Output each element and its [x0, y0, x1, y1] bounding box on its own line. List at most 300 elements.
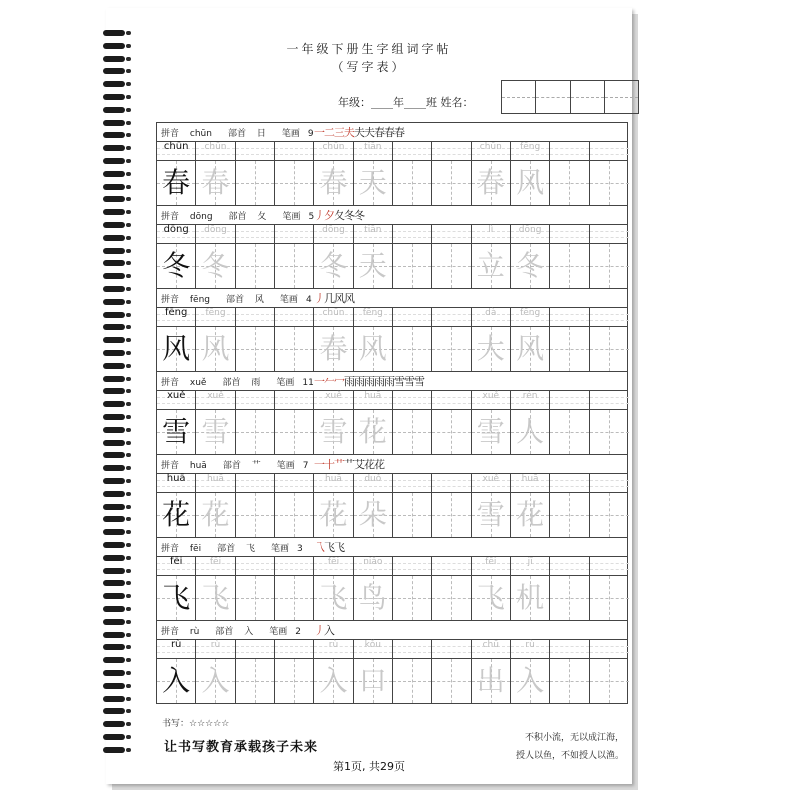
pinyin-cell	[157, 225, 196, 243]
model-character-cell	[157, 576, 196, 620]
coil-ring	[103, 324, 125, 330]
character-glyph: 雪	[319, 415, 348, 448]
pinyin-cell	[196, 557, 235, 575]
character-glyph: 入	[319, 664, 348, 697]
stroke-step: 夫	[344, 126, 354, 139]
trace-character-cell	[314, 161, 353, 205]
coil-hole	[126, 389, 131, 393]
stroke-step: 飞	[324, 541, 334, 554]
trace-character-cell	[472, 327, 511, 371]
spiral-coil	[103, 145, 133, 152]
spiral-coil	[103, 337, 133, 344]
character-glyph: 花	[319, 498, 348, 531]
trace-character-cell	[236, 410, 275, 454]
coil-ring	[103, 644, 125, 650]
pinyin-cell	[393, 142, 432, 160]
coil-hole	[126, 722, 131, 726]
stroke-step: 一	[314, 126, 324, 139]
pinyin-cell	[354, 308, 393, 326]
coil-hole	[126, 684, 131, 688]
trace-character-cell	[393, 327, 432, 371]
coil-hole	[126, 185, 131, 189]
pinyin-cell	[157, 142, 196, 160]
spiral-coil	[103, 440, 133, 447]
pinyin-cell	[236, 391, 275, 409]
trace-character-cell	[590, 576, 629, 620]
trace-character-cell	[354, 161, 393, 205]
pinyin-meta: 拼音 chūn	[161, 129, 212, 139]
stroke-step: 雨	[384, 375, 394, 388]
name-boxes	[501, 80, 639, 114]
spiral-coil	[103, 414, 133, 421]
pinyin-cell	[393, 391, 432, 409]
radical-meta: 部首 入	[215, 627, 254, 637]
stroke-step: 几	[324, 292, 334, 305]
spiral-coil	[103, 363, 133, 370]
grade-blank: ____年____班	[371, 96, 437, 109]
name-box-cell	[536, 81, 570, 113]
coil-hole	[126, 543, 131, 547]
pinyin-text: dōng	[322, 225, 345, 235]
pinyin-cell	[590, 557, 629, 575]
trace-character-cell	[432, 327, 471, 371]
spiral-coil	[103, 568, 133, 575]
trace-character-cell	[472, 576, 511, 620]
spiral-coil	[103, 516, 133, 523]
coil-ring	[103, 491, 125, 497]
writing-rating: 书写：☆☆☆☆☆	[162, 719, 230, 729]
stroke-step: 春	[374, 126, 384, 139]
coil-ring	[103, 580, 125, 586]
pinyin-cell	[432, 474, 471, 492]
trace-character-cell	[354, 327, 393, 371]
practice-grid	[156, 122, 628, 704]
pinyin-cell	[314, 474, 353, 492]
stroke-step: 一	[314, 458, 324, 471]
trace-character-cell	[550, 659, 589, 703]
pinyin-cell	[550, 225, 589, 243]
pinyin-cell	[393, 640, 432, 658]
stroke-step: 雪	[404, 375, 414, 388]
coil-hole	[126, 172, 131, 176]
page-number: 第1页, 共29页	[333, 760, 405, 773]
trace-character-cell	[432, 659, 471, 703]
coil-hole	[126, 658, 131, 662]
pinyin-text: xuě	[325, 391, 342, 401]
coil-ring	[103, 222, 125, 228]
trace-character-cell	[236, 576, 275, 620]
coil-ring	[103, 107, 125, 113]
coil-ring	[103, 440, 125, 446]
spiral-coil	[103, 670, 133, 677]
spiral-coil	[103, 529, 133, 536]
trace-character-cell	[511, 410, 550, 454]
spiral-coil	[103, 657, 133, 664]
character-row	[156, 326, 628, 371]
coil-ring	[103, 388, 125, 394]
trace-character-cell	[511, 576, 550, 620]
stroke-meta: 笔画 3	[271, 544, 303, 554]
coil-hole	[126, 121, 131, 125]
trace-character-cell	[472, 244, 511, 288]
trace-character-cell	[550, 244, 589, 288]
coil-hole	[126, 517, 131, 521]
trace-character-cell	[354, 410, 393, 454]
coil-hole	[126, 415, 131, 419]
pinyin-meta: 拼音 fēi	[161, 544, 202, 554]
coil-hole	[126, 159, 131, 163]
stroke-step: 花	[364, 458, 374, 471]
character-glyph: 花	[201, 498, 230, 531]
stroke-step: 十	[324, 458, 334, 471]
coil-hole	[126, 556, 131, 560]
trace-character-cell	[236, 244, 275, 288]
pinyin-cell	[275, 474, 314, 492]
entry-header	[156, 371, 628, 390]
character-glyph: 春	[162, 166, 191, 199]
pinyin-cell	[354, 142, 393, 160]
spiral-coil	[103, 452, 133, 459]
coil-ring	[103, 171, 125, 177]
pinyin-cell	[236, 225, 275, 243]
spiral-coil	[103, 465, 133, 472]
pinyin-meta: 拼音 fēng	[161, 295, 211, 305]
coil-ring	[103, 260, 125, 266]
coil-ring	[103, 478, 125, 484]
trace-character-cell	[275, 410, 314, 454]
pinyin-cell	[590, 225, 629, 243]
pinyin-text: huā	[325, 474, 342, 484]
trace-character-cell	[590, 327, 629, 371]
spiral-coil	[103, 209, 133, 216]
trace-character-cell	[432, 493, 471, 537]
coil-hole	[126, 709, 131, 713]
pinyin-cell	[432, 225, 471, 243]
pinyin-cell	[354, 225, 393, 243]
entry-meta	[161, 624, 317, 637]
coil-hole	[126, 748, 131, 752]
coil-hole	[126, 31, 131, 35]
spiral-coil	[103, 68, 133, 75]
coil-ring	[103, 363, 125, 369]
trace-character-cell	[393, 244, 432, 288]
pinyin-cell	[275, 308, 314, 326]
pinyin-text: jī	[527, 557, 533, 567]
spiral-coil	[103, 683, 133, 690]
stroke-step: 春	[394, 126, 404, 139]
coil-ring	[103, 248, 125, 254]
trace-character-cell	[314, 576, 353, 620]
coil-ring	[103, 68, 125, 74]
coil-hole	[126, 453, 131, 457]
coil-ring	[103, 312, 125, 318]
stroke-step: 夫	[364, 126, 374, 139]
character-glyph: 入	[162, 664, 191, 697]
spiral-coil	[103, 708, 133, 715]
trace-character-cell	[550, 576, 589, 620]
trace-character-cell	[196, 327, 235, 371]
trace-character-cell	[393, 659, 432, 703]
character-glyph: 鸟	[358, 581, 387, 614]
trace-character-cell	[354, 244, 393, 288]
pinyin-cell	[196, 308, 235, 326]
character-glyph: 春	[476, 166, 505, 199]
pinyin-text: chūn	[322, 308, 345, 318]
trace-character-cell	[511, 493, 550, 537]
pinyin-text: rén	[522, 391, 538, 401]
spiral-coil	[103, 56, 133, 63]
stroke-step: 三	[334, 126, 344, 139]
trace-character-cell	[550, 327, 589, 371]
character-row	[156, 575, 628, 620]
pinyin-cell	[275, 557, 314, 575]
spiral-coil	[103, 120, 133, 127]
coil-hole	[126, 351, 131, 355]
spiral-coil	[103, 734, 133, 741]
stroke-meta: 笔画 4	[279, 295, 312, 305]
pinyin-cell	[432, 391, 471, 409]
trace-character-cell	[393, 161, 432, 205]
coil-ring	[103, 465, 125, 471]
pinyin-cell	[393, 308, 432, 326]
coil-hole	[126, 95, 131, 99]
coil-hole	[126, 313, 131, 317]
character-glyph: 冬	[162, 249, 191, 282]
radical-meta: 部首 夂	[228, 212, 267, 222]
coil-hole	[126, 69, 131, 73]
pinyin-cell	[314, 308, 353, 326]
character-glyph: 飞	[162, 581, 191, 614]
spiral-coil	[103, 593, 133, 600]
trace-character-cell	[432, 410, 471, 454]
character-glyph: 雪	[201, 415, 230, 448]
coil-hole	[126, 633, 131, 637]
trace-character-cell	[393, 493, 432, 537]
stroke-step: 入	[324, 624, 334, 637]
pinyin-cell	[472, 225, 511, 243]
pinyin-row	[156, 556, 628, 575]
pinyin-text: chūn	[204, 142, 227, 152]
coil-hole	[126, 645, 131, 649]
pinyin-text: niǎo	[363, 557, 383, 567]
spiral-coil	[103, 478, 133, 485]
coil-ring	[103, 337, 125, 343]
coil-hole	[126, 210, 131, 214]
pinyin-cell	[511, 308, 550, 326]
pinyin-cell	[511, 142, 550, 160]
pinyin-text: rù	[525, 640, 535, 650]
pinyin-cell	[550, 308, 589, 326]
spiral-coil	[103, 721, 133, 728]
spiral-coil	[103, 171, 133, 178]
pinyin-cell	[511, 557, 550, 575]
stroke-step: 乁	[314, 541, 324, 554]
pinyin-cell	[472, 142, 511, 160]
coil-hole	[126, 671, 131, 675]
stroke-step: 艹	[334, 458, 344, 471]
coil-ring	[103, 209, 125, 215]
page-subtitle: （写字表）	[331, 60, 407, 74]
coil-ring	[103, 376, 125, 382]
character-glyph: 人	[516, 415, 545, 448]
stroke-meta: 笔画 11	[276, 378, 314, 388]
character-glyph: 春	[201, 166, 230, 199]
spiral-coil	[103, 248, 133, 255]
spiral-coil	[103, 388, 133, 395]
stroke-order	[314, 124, 404, 140]
pinyin-cell	[472, 640, 511, 658]
coil-hole	[126, 364, 131, 368]
model-character-cell	[157, 410, 196, 454]
pinyin-meta: 拼音 huā	[161, 461, 207, 471]
trace-character-cell	[196, 493, 235, 537]
pinyin-cell	[511, 474, 550, 492]
stroke-step: 雪	[414, 375, 424, 388]
trace-character-cell	[236, 493, 275, 537]
pinyin-cell	[432, 142, 471, 160]
pinyin-text: fēng	[164, 307, 188, 318]
spiral-coil	[103, 81, 133, 88]
stroke-step: 艹	[344, 458, 354, 471]
pinyin-cell	[236, 142, 275, 160]
pinyin-text: lì	[488, 225, 494, 235]
pinyin-cell	[157, 308, 196, 326]
coil-hole	[126, 44, 131, 48]
pinyin-cell	[472, 391, 511, 409]
coil-hole	[126, 82, 131, 86]
coil-hole	[126, 300, 131, 304]
spiral-coil	[103, 132, 133, 139]
character-glyph: 飞	[476, 581, 505, 614]
pinyin-row	[156, 141, 628, 160]
trace-character-cell	[472, 493, 511, 537]
pinyin-cell	[196, 391, 235, 409]
pinyin-text: rù	[210, 640, 221, 650]
pinyin-text: chū	[482, 640, 499, 650]
radical-meta: 部首 飞	[217, 544, 256, 554]
spiral-coil	[103, 158, 133, 165]
pinyin-cell	[393, 474, 432, 492]
trace-character-cell	[511, 244, 550, 288]
pinyin-cell	[314, 391, 353, 409]
character-glyph: 入	[516, 664, 545, 697]
coil-hole	[126, 197, 131, 201]
pinyin-cell	[393, 557, 432, 575]
stroke-step: 夕	[324, 209, 334, 222]
pinyin-cell	[550, 640, 589, 658]
pinyin-text: fēi	[485, 557, 497, 567]
pinyin-cell	[314, 640, 353, 658]
character-glyph: 天	[358, 166, 387, 199]
coil-ring	[103, 235, 125, 241]
model-character-cell	[157, 659, 196, 703]
spiral-coil	[103, 299, 133, 306]
trace-character-cell	[314, 244, 353, 288]
spiral-coil	[103, 30, 133, 37]
spiral-coil	[103, 401, 133, 408]
pinyin-text: fēi	[327, 557, 340, 567]
trace-character-cell	[472, 161, 511, 205]
pinyin-cell	[354, 391, 393, 409]
pinyin-cell	[275, 391, 314, 409]
pinyin-cell	[157, 557, 196, 575]
trace-character-cell	[472, 659, 511, 703]
trace-character-cell	[550, 161, 589, 205]
trace-character-cell	[196, 410, 235, 454]
pinyin-cell	[590, 391, 629, 409]
pinyin-cell	[590, 142, 629, 160]
name-box-cell	[571, 81, 605, 113]
slogan: 让书写教育承载孩子未来	[164, 740, 319, 755]
pinyin-cell	[511, 225, 550, 243]
coil-ring	[103, 657, 125, 663]
coil-ring	[103, 350, 125, 356]
trace-character-cell	[432, 244, 471, 288]
model-character-cell	[157, 161, 196, 205]
coil-hole	[126, 338, 131, 342]
trace-character-cell	[550, 493, 589, 537]
stroke-meta: 笔画 9	[281, 129, 314, 139]
radical-meta: 部首 日	[227, 129, 266, 139]
coil-ring	[103, 696, 125, 702]
entry-header	[156, 620, 628, 639]
entry-meta	[161, 458, 324, 471]
pinyin-text: chūn	[163, 141, 189, 152]
coil-ring	[103, 670, 125, 676]
stroke-step: 冬	[354, 209, 364, 222]
coil-ring	[103, 81, 125, 87]
trace-character-cell	[275, 576, 314, 620]
coil-hole	[126, 274, 131, 278]
quote-line-2: 授人以鱼，不如授人以渔。	[515, 751, 624, 761]
coil-ring	[103, 30, 125, 36]
pinyin-cell	[314, 557, 353, 575]
stroke-meta: 笔画 5	[282, 212, 315, 222]
pinyin-text: chūn	[322, 142, 345, 152]
coil-ring	[103, 619, 125, 625]
pinyin-cell	[432, 640, 471, 658]
coil-hole	[126, 735, 131, 739]
pinyin-row	[156, 473, 628, 492]
trace-character-cell	[275, 493, 314, 537]
character-glyph: 风	[201, 332, 230, 365]
stroke-step: 艾	[354, 458, 364, 471]
trace-character-cell	[550, 410, 589, 454]
coil-ring	[103, 196, 125, 202]
spiral-coil	[103, 324, 133, 331]
model-character-cell	[157, 327, 196, 371]
pinyin-meta: 拼音 dōng	[161, 212, 213, 222]
spiral-coil	[103, 184, 133, 191]
character-glyph: 机	[516, 581, 545, 614]
coil-ring	[103, 555, 125, 561]
spiral-coil	[103, 747, 133, 754]
pinyin-text: tiān	[364, 142, 382, 152]
entry-header	[156, 288, 628, 307]
radical-meta: 部首 雨	[222, 378, 261, 388]
pinyin-text: huā	[521, 474, 539, 484]
trace-character-cell	[354, 659, 393, 703]
coil-hole	[126, 428, 131, 432]
coil-ring	[103, 286, 125, 292]
coil-hole	[126, 581, 131, 585]
pinyin-text: chūn	[479, 142, 502, 152]
pinyin-cell	[157, 474, 196, 492]
spiral-coil	[103, 260, 133, 267]
coil-ring	[103, 568, 125, 574]
character-glyph: 风	[162, 332, 191, 365]
coil-ring	[103, 452, 125, 458]
